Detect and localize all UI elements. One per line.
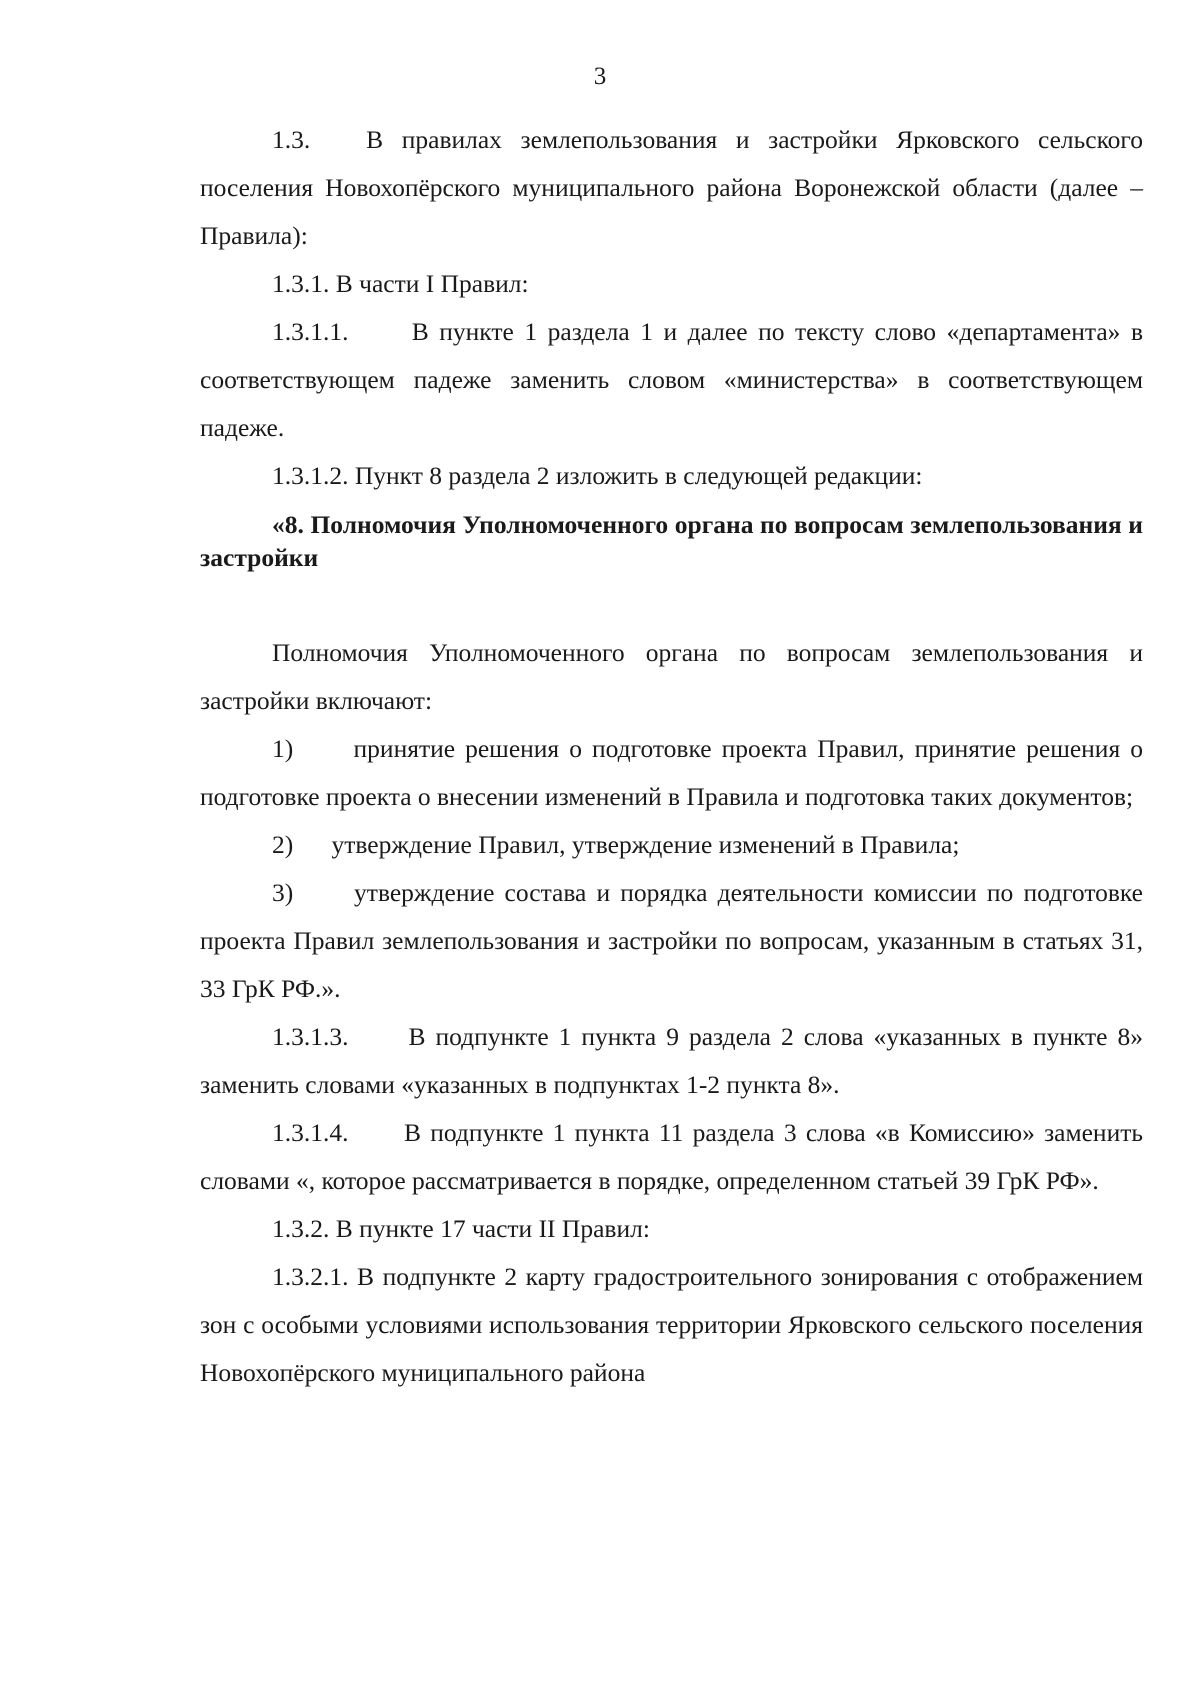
list-item-2: 2) утверждение Правил, утверждение изменений в Правила; [272,830,960,859]
paragraph-1-3-1-4: 1.3.1.4. В подпункте 1 пункта 11 раздела 3 слова «в Комиссию» заменить словами «, которое рассматривается в порядке, определенном статьей 39 ГрК РФ». [200,1118,1143,1195]
list-item-1: 1) принятие решения о подготовке проекта Правил, принятие решения о подготовке проекта о внесении изменений в Правила и подготовка таких документов; [200,734,1143,811]
paragraph-1-3-1-3: 1.3.1.3. В подпункте 1 пункта 9 раздела 2 слова «указанных в пункте 8» заменить словами «указанных в подпунктах 1-2 пункта 8». [200,1022,1143,1099]
list-item-3: 3) утверждение состава и порядка деятельности комиссии по подготовке проекта Правил землепользования и застройки по вопросам, указанным в статьях 31, 33 ГрК РФ.». [200,878,1143,1003]
paragraph-1-3: 1.3. В правилах землепользования и застройки Ярковского сельского поселения Новохопёрского муниципального района Воронежской области (далее – Правила): [200,125,1143,250]
paragraph-authority-intro: Полномочия Уполномоченного органа по вопросам землепользования и застройки включают: [200,638,1143,715]
document-body [200,116,1143,1397]
page-number: 3 [593,63,607,90]
section-heading: «8. Полномочия Уполномоченного органа по вопросам землепользования и застройки [200,510,1143,572]
paragraph-1-3-1-1: 1.3.1.1. В пункте 1 раздела 1 и далее по тексту слово «департамента» в соответствующем падеже заменить словом «министерства» в соответствующем падеже. [200,317,1143,442]
paragraph-1-3-1: 1.3.1. В части I Правил: [272,269,529,298]
paragraph-1-3-2-1: 1.3.2.1. В подпункте 2 карту градостроительного зонирования с отображением зон с особыми условиями использования территории Ярковского сельского поселения Новохопёрского муниципального района [200,1262,1143,1387]
paragraph-1-3-2: 1.3.2. В пункте 17 части II Правил: [272,1214,650,1243]
paragraph-1-3-1-2: 1.3.1.2. Пункт 8 раздела 2 изложить в следующей редакции: [272,461,923,490]
